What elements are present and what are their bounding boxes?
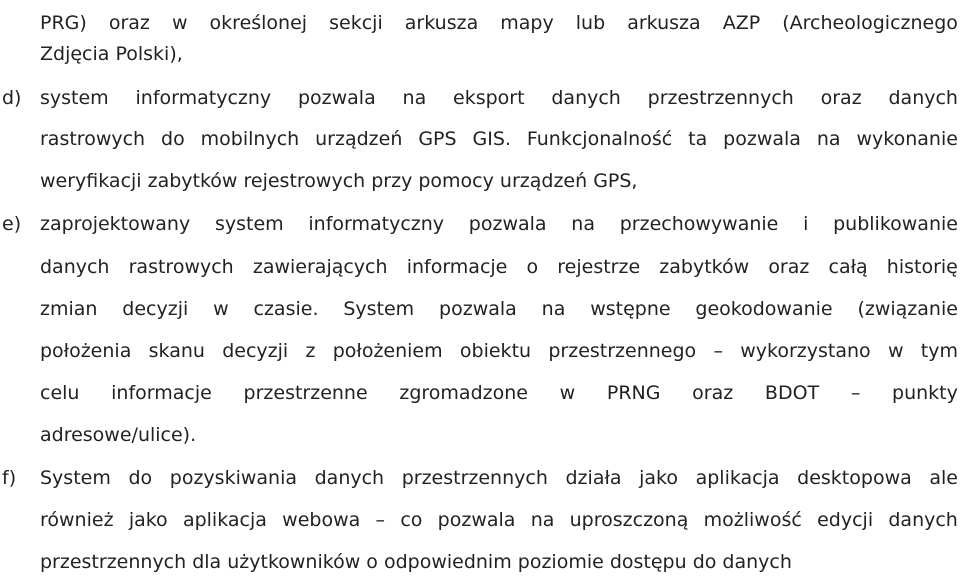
word: BDOT bbox=[764, 382, 820, 404]
word: przestrzennego bbox=[548, 340, 697, 362]
word: również bbox=[40, 509, 114, 531]
word: oraz bbox=[108, 12, 150, 34]
word: przestrzenne bbox=[243, 382, 368, 404]
word: (związanie bbox=[857, 298, 958, 320]
word: oraz bbox=[820, 87, 862, 109]
word: PRNG bbox=[606, 382, 661, 404]
word: eksport bbox=[453, 87, 525, 109]
word: System bbox=[40, 467, 111, 489]
word: ta bbox=[688, 128, 708, 150]
text-line bbox=[40, 77, 958, 119]
word: informatyczny bbox=[308, 213, 445, 235]
word: Funkcjonalność bbox=[526, 128, 673, 150]
word: GPS bbox=[418, 128, 457, 150]
word: oraz bbox=[768, 256, 810, 278]
word: w bbox=[559, 382, 576, 404]
word: wykonanie bbox=[856, 128, 958, 150]
word: możliwość bbox=[703, 509, 802, 531]
word: celu bbox=[40, 382, 80, 404]
word: danych bbox=[551, 87, 621, 109]
word: zmian bbox=[40, 298, 98, 320]
word: skanu bbox=[148, 340, 205, 362]
word: danych bbox=[40, 256, 110, 278]
word: arkusza bbox=[404, 12, 479, 34]
word: edycji bbox=[817, 509, 874, 531]
word: rejestrze bbox=[557, 256, 641, 278]
word: AZP bbox=[722, 12, 761, 34]
word: punkty bbox=[892, 382, 958, 404]
word: zaprojektowany bbox=[40, 213, 191, 235]
word: PRG) bbox=[40, 12, 87, 34]
word: lub bbox=[575, 12, 606, 34]
word: informacje bbox=[406, 256, 508, 278]
word: informacje bbox=[111, 382, 212, 404]
word: uproszczoną bbox=[569, 509, 689, 531]
word: historię bbox=[886, 256, 958, 278]
word: rastrowych bbox=[128, 256, 234, 278]
word: wstępne bbox=[590, 298, 671, 320]
word: desktopowa bbox=[797, 467, 912, 489]
word: na bbox=[530, 509, 555, 531]
text-line: przestrzennych dla użytkowników o odpowiednim poziomie dostępu do danych bbox=[40, 551, 792, 573]
text-line: adresowe/ulice). bbox=[40, 424, 197, 446]
word: pozwala bbox=[439, 298, 517, 320]
word: mobilnych bbox=[200, 128, 300, 150]
word: i bbox=[803, 213, 809, 235]
word: do bbox=[128, 467, 153, 489]
word: decyzji bbox=[122, 298, 189, 320]
word: sekcji bbox=[329, 12, 383, 34]
word: – bbox=[375, 509, 386, 531]
word: przechowywanie bbox=[619, 213, 779, 235]
text-line bbox=[40, 499, 958, 541]
word: geokodowanie bbox=[695, 298, 833, 320]
word: system bbox=[214, 213, 284, 235]
word: na bbox=[571, 213, 595, 235]
text-line: weryfikacji zabytków rejestrowych przy pomocy urządzeń GPS, bbox=[40, 170, 638, 192]
word: tym bbox=[920, 340, 958, 362]
word: pozwala bbox=[297, 87, 376, 109]
word: urządzeń bbox=[315, 128, 403, 150]
word: publikowanie bbox=[833, 213, 958, 235]
text-line bbox=[40, 330, 958, 372]
text-line bbox=[40, 118, 958, 160]
word: jako bbox=[128, 509, 168, 531]
word: co bbox=[400, 509, 423, 531]
word: GIS. bbox=[472, 128, 511, 150]
word: zabytków bbox=[659, 256, 750, 278]
word: przestrzennych bbox=[401, 467, 548, 489]
word: z bbox=[305, 340, 316, 362]
word: określonej bbox=[209, 12, 308, 34]
text-line bbox=[40, 457, 958, 499]
word: na bbox=[816, 128, 841, 150]
word: w bbox=[887, 340, 904, 362]
word: webowa bbox=[282, 509, 361, 531]
word: o bbox=[526, 256, 539, 278]
word: w bbox=[213, 298, 229, 320]
word: położeniem bbox=[332, 340, 443, 362]
text-line: Zdjęcia Polski), bbox=[40, 43, 183, 65]
word: działa bbox=[565, 467, 622, 489]
word: System bbox=[343, 298, 415, 320]
word: wykorzystano bbox=[740, 340, 871, 362]
word: informatyczny bbox=[135, 87, 272, 109]
text-line bbox=[40, 246, 958, 288]
word: pozwala bbox=[468, 213, 547, 235]
text-line bbox=[40, 288, 958, 330]
word: aplikacja bbox=[695, 467, 780, 489]
word: położenia bbox=[40, 340, 132, 362]
word: rastrowych bbox=[40, 128, 146, 150]
word: (Archeologicznego bbox=[782, 12, 958, 34]
list-item-label: e) bbox=[2, 213, 22, 235]
word: zawierających bbox=[252, 256, 388, 278]
text-line bbox=[40, 203, 958, 245]
word: oraz bbox=[692, 382, 734, 404]
word: arkusza bbox=[627, 12, 701, 34]
word: na bbox=[541, 298, 566, 320]
word: przestrzennych bbox=[647, 87, 794, 109]
list-item-label: d) bbox=[2, 87, 22, 109]
word: – bbox=[850, 382, 861, 404]
word: pozwala bbox=[437, 509, 516, 531]
word: zgromadzone bbox=[399, 382, 528, 404]
word: pozwala bbox=[723, 128, 801, 150]
word: danych bbox=[888, 87, 958, 109]
word: czasie. bbox=[253, 298, 319, 320]
word: całą bbox=[828, 256, 868, 278]
word: danych bbox=[888, 509, 958, 531]
word: na bbox=[402, 87, 427, 109]
word: – bbox=[713, 340, 723, 362]
word: mapy bbox=[500, 12, 554, 34]
word: ale bbox=[929, 467, 958, 489]
text-line bbox=[40, 372, 958, 414]
word: jako bbox=[639, 467, 678, 489]
word: aplikacja bbox=[182, 509, 267, 531]
word: w bbox=[171, 12, 188, 34]
word: obiektu bbox=[459, 340, 532, 362]
list-item-label: f) bbox=[2, 467, 17, 489]
word: do bbox=[161, 128, 185, 150]
word: danych bbox=[314, 467, 385, 489]
word: system bbox=[40, 87, 109, 109]
word: decyzji bbox=[222, 340, 289, 362]
word: pozyskiwania bbox=[169, 467, 297, 489]
